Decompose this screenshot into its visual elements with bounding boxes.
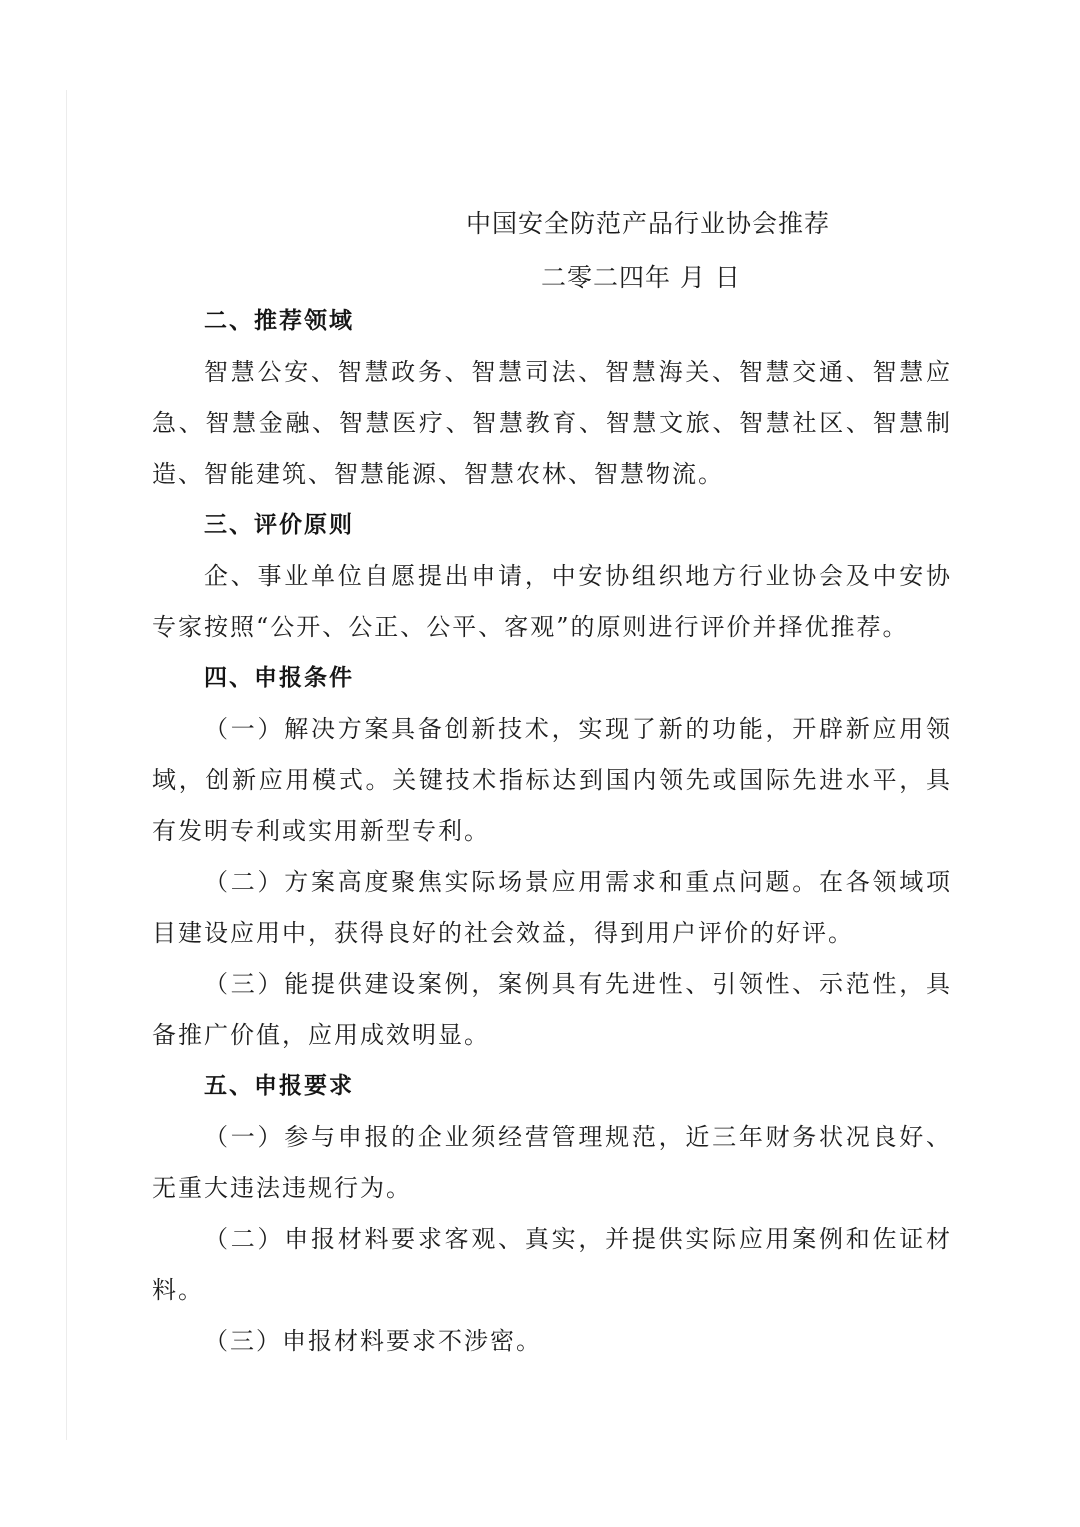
paragraph: 智慧公安、智慧政务、智慧司法、智慧海关、智慧交通、智慧应急、智慧金融、智慧医疗、智慧教育、智慧文旅、智慧社区、智慧制造、智能建筑、智慧能源、智慧农林、智慧物流。 (152, 358, 952, 488)
document-page (152, 192, 952, 1367)
signature-date: 二零二四年 月 日 (541, 263, 741, 292)
paragraph: （二）方案高度聚焦实际场景应用需求和重点问题。在各领域项目建设应用中，获得良好的社会效益，得到用户评价的好评。 (152, 868, 952, 947)
paragraph: 企、事业单位自愿提出申请，中安协组织地方行业协会及中安协专家按照“公开、公正、公平、客观”的原则进行评价并择优推荐。 (152, 562, 952, 641)
paragraph: （三）能提供建设案例，案例具有先进性、引领性、示范性，具备推广价值，应用成效明显。 (152, 970, 952, 1049)
section-application-conditions (152, 653, 952, 1061)
paragraph: （一）解决方案具备创新技术，实现了新的功能，开辟新应用领域，创新应用模式。关键技术指标达到国内领先或国际先进水平，具有发明专利或实用新型专利。 (152, 715, 952, 845)
section-evaluation-principles (152, 500, 952, 653)
section-heading: 三、评价原则 (204, 512, 354, 538)
signature-block (152, 192, 952, 296)
section-application-requirements (152, 1061, 952, 1367)
section-heading: 四、申报条件 (204, 665, 354, 691)
page-edge-line (66, 90, 67, 1440)
paragraph: （一）参与申报的企业须经营管理规范，近三年财务状况良好、无重大违法违规行为。 (152, 1123, 952, 1202)
paragraph: （三）申报材料要求不涉密。 (204, 1327, 542, 1355)
section-recommended-fields (152, 296, 952, 500)
section-heading: 五、申报要求 (204, 1073, 354, 1099)
paragraph: （二）申报材料要求客观、真实，并提供实际应用案例和佐证材料。 (152, 1225, 952, 1304)
section-heading: 二、推荐领域 (204, 308, 354, 334)
signature-organization: 中国安全防范产品行业协会推荐 (466, 209, 831, 238)
